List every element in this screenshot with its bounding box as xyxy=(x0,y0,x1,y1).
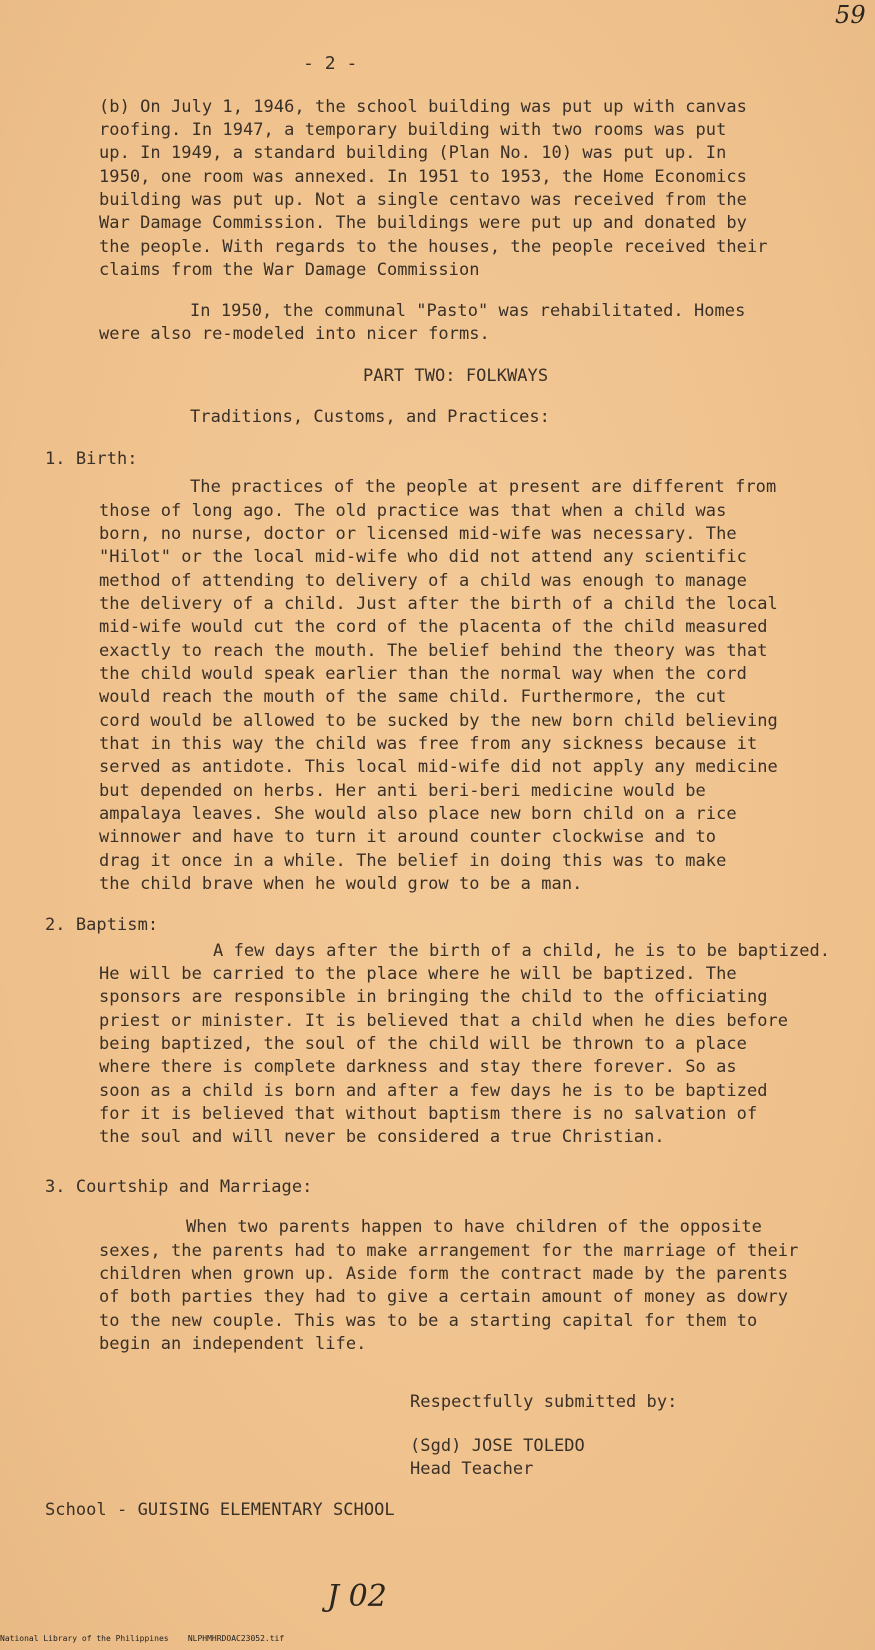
handwritten-note: J 02 xyxy=(327,1579,387,1614)
text-line: sexes, the parents had to make arrangement for the marriage of their xyxy=(99,1241,799,1261)
page-mark: 59 xyxy=(835,1,866,29)
signatory-title: Head Teacher xyxy=(410,1459,534,1479)
text-line: A few days after the birth of a child, he is to be baptized. xyxy=(213,941,831,961)
text-line: up. In 1949, a standard building (Plan No. 10) was put up. In xyxy=(99,143,727,163)
baptism-heading: 2. Baptism: xyxy=(45,915,159,935)
text-line: where there is complete darkness and stay there forever. So as xyxy=(99,1057,737,1077)
text-line: building was put up. Not a single centavo was received from the xyxy=(99,190,747,210)
text-line: for it is believed that without baptism there is no salvation of xyxy=(99,1104,758,1124)
text-line: cord would be allowed to be sucked by the new born child believing xyxy=(99,711,778,731)
text-line: mid-wife would cut the cord of the placenta of the child measured xyxy=(99,617,768,637)
birth-heading: 1. Birth: xyxy=(45,449,138,469)
text-line: being baptized, the soul of the child will be thrown to a place xyxy=(99,1034,747,1054)
text-line: In 1950, the communal "Pasto" was rehabilitated. Homes xyxy=(190,301,746,321)
text-line: served as antidote. This local mid-wife did not apply any medicine xyxy=(99,757,778,777)
text-line: exactly to reach the mouth. The belief behind the theory was that xyxy=(99,641,768,661)
text-line: born, no nurse, doctor or licensed mid-wife was necessary. The xyxy=(99,524,737,544)
text-line: of both parties they had to give a certain amount of money as dowry xyxy=(99,1287,789,1307)
text-line: sponsors are responsible in bringing the child to the officiating xyxy=(99,987,768,1007)
text-line: begin an independent life. xyxy=(99,1334,367,1354)
text-line: the soul and will never be considered a true Christian. xyxy=(99,1127,665,1147)
text-line: children when grown up. Aside form the contract made by the parents xyxy=(99,1264,789,1284)
courtship-heading: 3. Courtship and Marriage: xyxy=(45,1177,313,1197)
text-line: (b) On July 1, 1946, the school building was put up with canvas xyxy=(99,97,747,117)
archive-footer: National Library of the Philippines NLPHMHRDOAC23052.tif xyxy=(0,1634,285,1643)
text-line: soon as a child is born and after a few days he is to be baptized xyxy=(99,1081,768,1101)
text-line: When two parents happen to have children of the opposite xyxy=(186,1217,762,1237)
text-line: "Hilot" or the local mid-wife who did not attend any scientific xyxy=(99,547,747,567)
text-line: drag it once in a while. The belief in doing this was to make xyxy=(99,851,727,871)
text-line: the people. With regards to the houses, the people received their xyxy=(99,237,768,257)
text-line: He will be carried to the place where he will be baptized. The xyxy=(99,964,737,984)
text-line: method of attending to delivery of a child was enough to manage xyxy=(99,571,747,591)
text-line: winnower and have to turn it around counter clockwise and to xyxy=(99,827,717,847)
text-line: were also re-modeled into nicer forms. xyxy=(99,324,490,344)
part-title: PART TWO: FOLKWAYS xyxy=(363,366,549,386)
submitted-label: Respectfully submitted by: xyxy=(410,1392,678,1412)
text-line: 1950, one room was annexed. In 1951 to 1953, the Home Economics xyxy=(99,167,747,187)
page-number: - 2 - xyxy=(303,53,358,74)
text-line: the child would speak earlier than the normal way when the cord xyxy=(99,664,747,684)
text-line: to the new couple. This was to be a starting capital for them to xyxy=(99,1311,758,1331)
text-line: that in this way the child was free from any sickness because it xyxy=(99,734,758,754)
traditions-title: Traditions, Customs, and Practices: xyxy=(190,407,550,427)
text-line: The practices of the people at present are different from xyxy=(190,477,777,497)
signatory-name: (Sgd) JOSE TOLEDO xyxy=(410,1436,585,1456)
text-line: priest or minister. It is believed that a child when he dies before xyxy=(99,1011,789,1031)
text-line: would reach the mouth of the same child. Furthermore, the cut xyxy=(99,687,727,707)
text-line: those of long ago. The old practice was that when a child was xyxy=(99,501,727,521)
text-line: but depended on herbs. Her anti beri-beri medicine would be xyxy=(99,781,706,801)
text-line: War Damage Commission. The buildings were put up and donated by xyxy=(99,213,747,233)
text-line: roofing. In 1947, a temporary building with two rooms was put xyxy=(99,120,727,140)
school-line: School - GUISING ELEMENTARY SCHOOL xyxy=(45,1500,395,1520)
text-line: claims from the War Damage Commission xyxy=(99,260,480,280)
text-line: ampalaya leaves. She would also place new born child on a rice xyxy=(99,804,737,824)
text-line: the delivery of a child. Just after the birth of a child the local xyxy=(99,594,778,614)
text-line: the child brave when he would grow to be a man. xyxy=(99,874,583,894)
